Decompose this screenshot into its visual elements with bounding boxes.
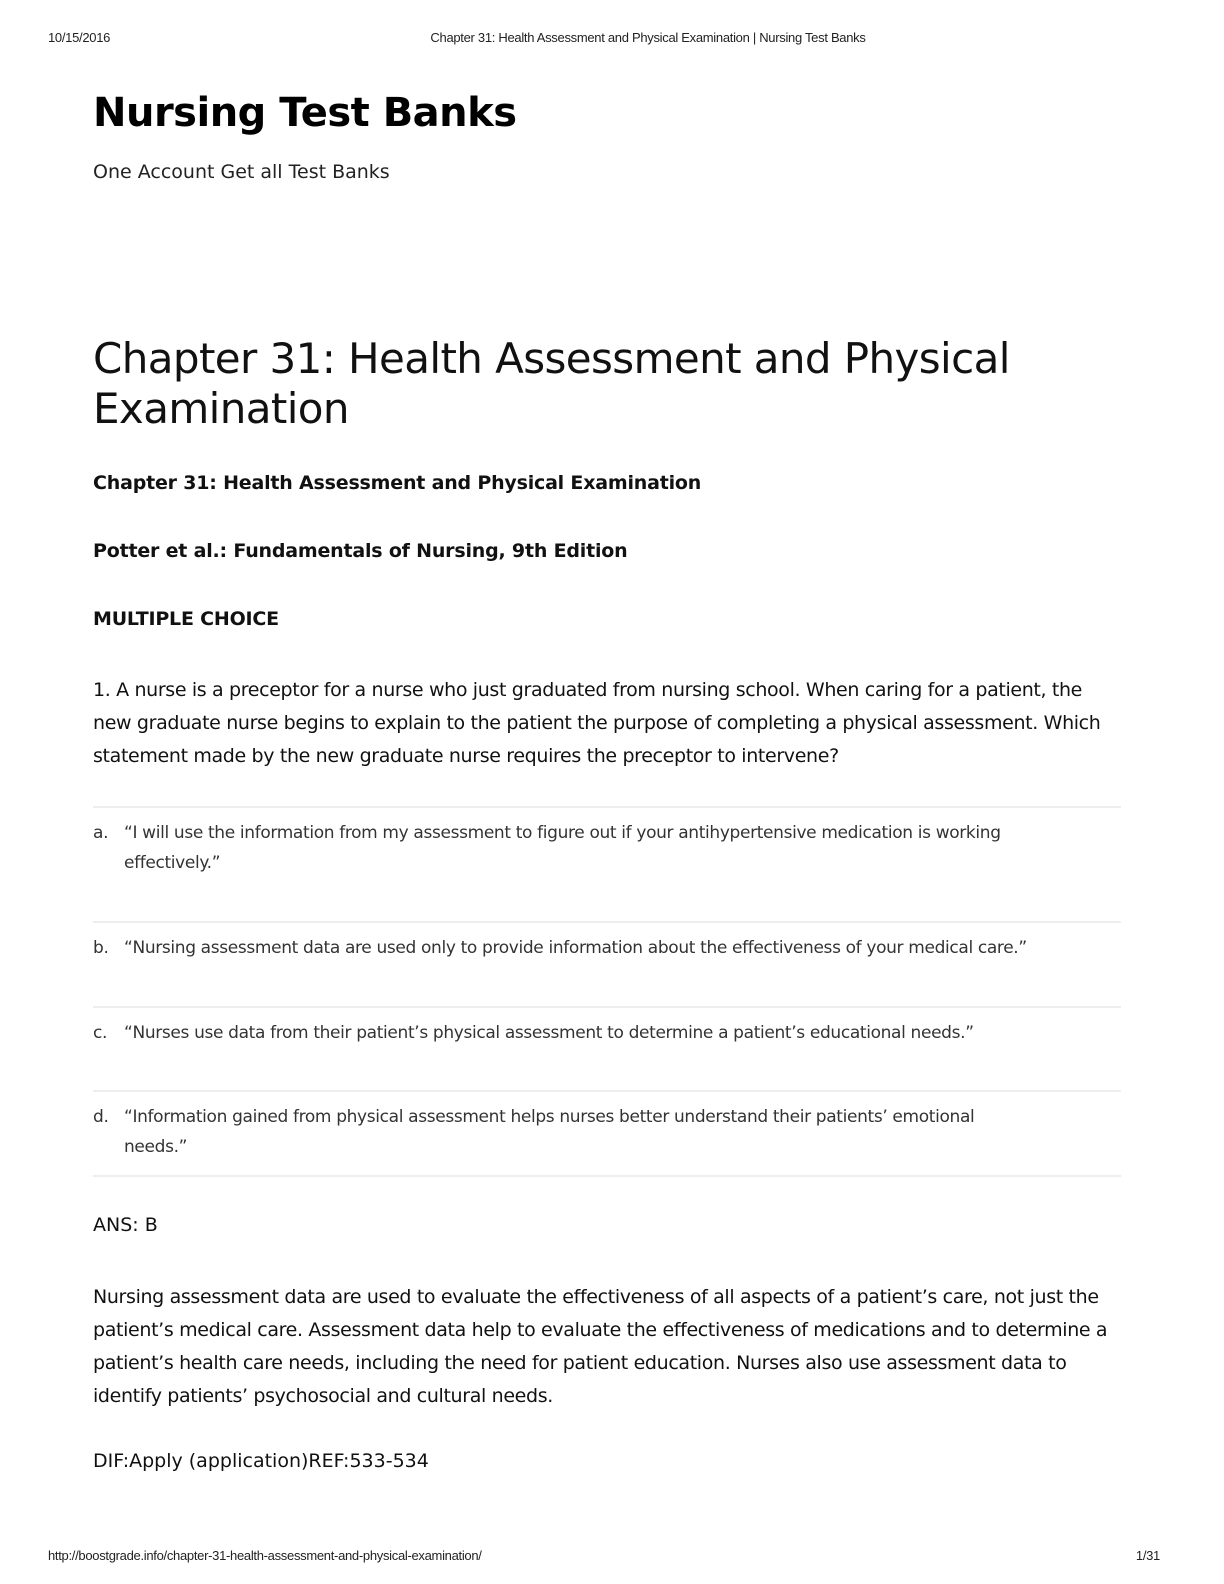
page-url: http://boostgrade.info/chapter-31-health-assessment-and-physical-examination/ <box>48 1548 482 1563</box>
option-text: “I will use the information from my assessment to figure out if your antihypertensive medication is working effectively.” <box>124 823 1001 873</box>
option-a <box>93 806 1121 921</box>
answer-options <box>93 806 1121 1177</box>
option-letter: b. <box>93 938 109 958</box>
option-letter: a. <box>93 823 109 843</box>
print-date: 10/15/2016 <box>48 30 111 45</box>
option-letter: c. <box>93 1023 108 1043</box>
option-b <box>93 921 1121 1006</box>
print-page-title: Chapter 31: Health Assessment and Physical Examination | Nursing Test Banks <box>430 30 866 45</box>
option-text: “Nurses use data from their patient’s physical assessment to determine a patient’s educational needs.” <box>124 1023 974 1043</box>
option-letter: d. <box>93 1107 109 1127</box>
question-meta: DIF:Apply (application)REF:533-534 <box>93 1450 429 1472</box>
option-text: “Information gained from physical assessment helps nurses better understand their patients’ emotional needs.” <box>124 1107 975 1157</box>
option-d <box>93 1090 1121 1175</box>
chapter-heading: Chapter 31: Health Assessment and Physical Examination <box>93 472 702 494</box>
print-footer <box>0 1548 1224 1568</box>
answer-key: ANS: B <box>93 1214 158 1236</box>
page-title: Chapter 31: Health Assessment and Physical Examination <box>93 334 1010 433</box>
site-tagline: One Account Get all Test Banks <box>93 161 390 183</box>
options-divider <box>93 1175 1121 1177</box>
source-heading: Potter et al.: Fundamentals of Nursing, 9th Edition <box>93 540 628 562</box>
rationale-text: Nursing assessment data are used to evaluate the effectiveness of all aspects of a patient’s care, not just the patient’s medical care. Assessment data help to evaluate the effectiveness of medications and to determine a patient’s health care needs, including the need for patient education. Nurses also use assessment data to identify patients’ psychosocial and cultural needs. <box>93 1286 1108 1407</box>
print-header <box>0 30 1224 50</box>
page-number: 1/31 <box>1135 1548 1160 1563</box>
option-text: “Nursing assessment data are used only to provide information about the effectiveness of your medical care.” <box>124 938 1027 958</box>
question-text: 1. A nurse is a preceptor for a nurse who just graduated from nursing school. When caring for a patient, the new graduate nurse begins to explain to the patient the purpose of completing a physical assessment. Which statement made by the new graduate nurse requires the preceptor to intervene? <box>93 679 1101 767</box>
option-c <box>93 1006 1121 1090</box>
section-heading: MULTIPLE CHOICE <box>93 608 279 630</box>
site-title[interactable]: Nursing Test Banks <box>93 90 517 136</box>
